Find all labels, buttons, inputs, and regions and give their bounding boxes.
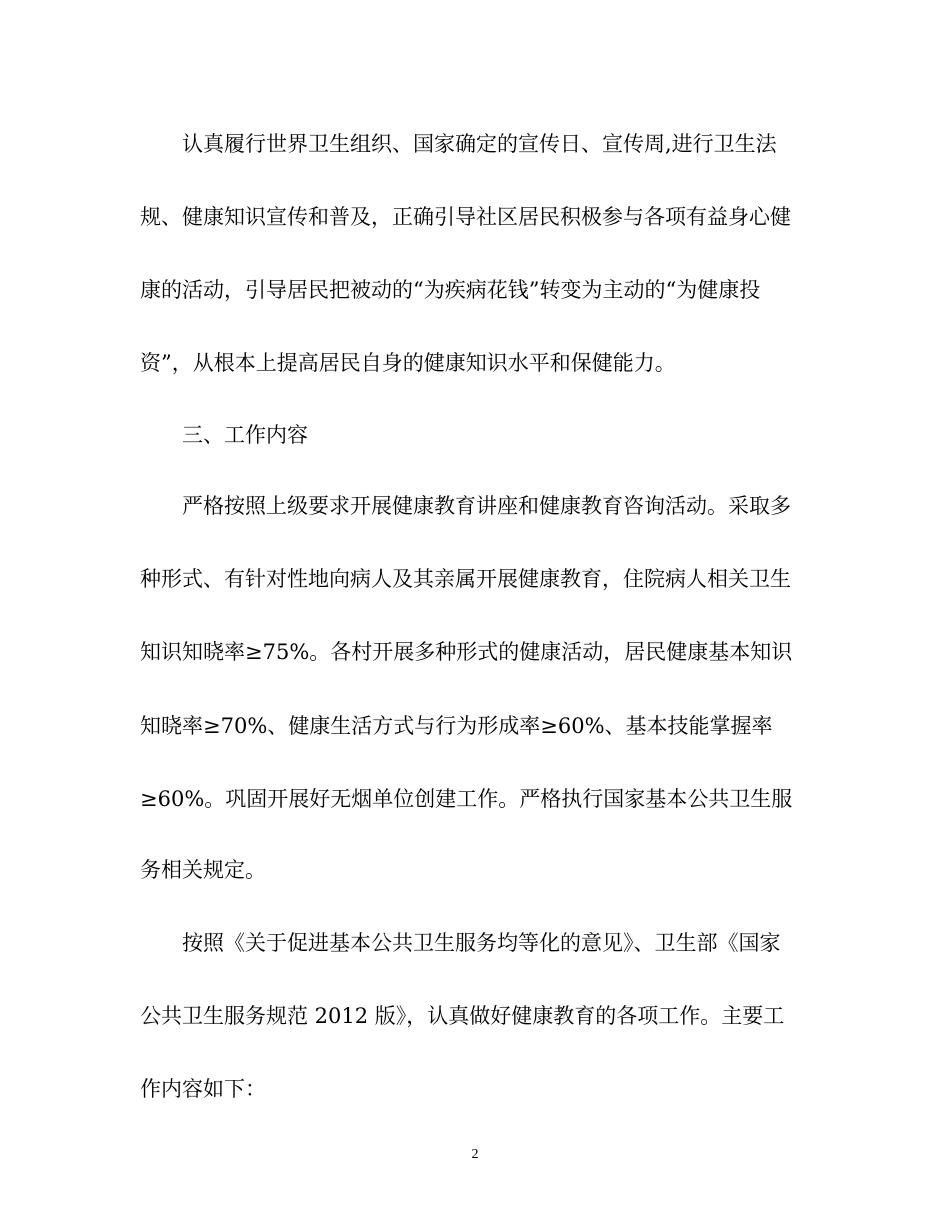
paragraph-line: 公共卫生服务规范 2012 版》，认真做好健康教育的各项工作。主要工 — [140, 1004, 785, 1028]
paragraph-line: 认真履行世界卫生组织、国家确定的宣传日、宣传周,进行卫生法 — [182, 132, 777, 156]
section-heading: 三、工作内容 — [182, 423, 308, 447]
paragraph-line: 康的活动，引导居民把被动的“为疾病花钱”转变为主动的“为健康投 — [140, 278, 761, 302]
paragraph-line: ≥60%。巩固开展好无烟单位创建工作。严格执行国家基本公共卫生服 — [140, 787, 793, 811]
paragraph-line: 知识知晓率≥75%。各村开展多种形式的健康活动，居民健康基本知识 — [140, 640, 793, 664]
paragraph-line: 作内容如下： — [140, 1077, 266, 1101]
paragraph-line: 种形式、有针对性地向病人及其亲属开展健康教育，住院病人相关卫生 — [140, 567, 791, 591]
paragraph-line: 资”，从根本上提高居民自身的健康知识水平和保健能力。 — [140, 351, 676, 375]
paragraph-line: 务相关规定。 — [140, 858, 266, 882]
paragraph-line: 严格按照上级要求开展健康教育讲座和健康教育咨询活动。采取多 — [182, 494, 791, 518]
paragraph-line: 知晓率≥70%、健康生活方式与行为形成率≥60%、基本技能掌握率 — [140, 714, 773, 738]
page-number: 2 — [471, 1147, 479, 1162]
paragraph-line: 规、健康知识宣传和普及，正确引导社区居民积极参与各项有益身心健 — [140, 205, 791, 229]
paragraph-line: 按照《关于促进基本公共卫生服务均等化的意见》、卫生部《国家 — [182, 931, 781, 955]
